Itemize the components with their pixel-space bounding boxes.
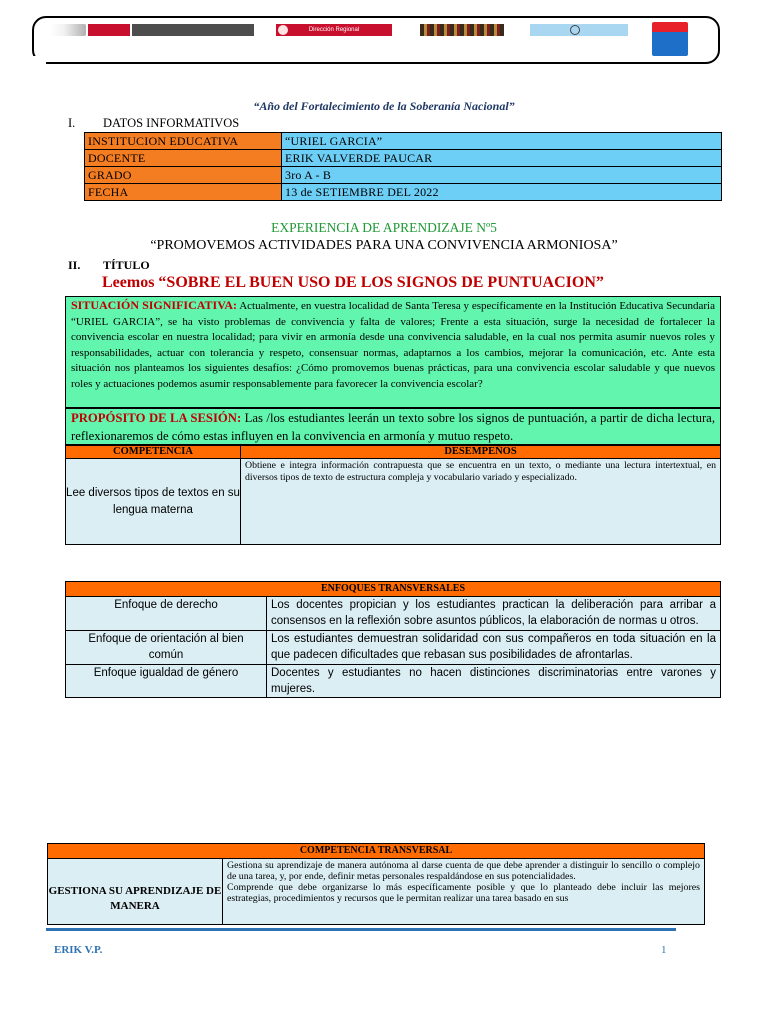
footer-author: ERIK V.P. xyxy=(54,944,103,956)
transversal-paragraph-1: Gestiona su aprendizaje de manera autónoma al darse cuenta de que debe aprender a distinguir lo sencillo o complejo de una tarea, y, por ende, definir metas personales respaldándose en sus potencialidades. xyxy=(227,860,700,882)
header-red-bar xyxy=(88,24,130,36)
header-frame-gap xyxy=(30,56,46,68)
table-row xyxy=(85,133,722,150)
direccion-regional-text: Dirección Regional xyxy=(308,27,360,33)
direccion-regional-logo xyxy=(276,24,392,36)
transversal-desc-clip xyxy=(227,860,700,924)
info-value: ERIK VALVERDE PAUCAR xyxy=(282,150,722,167)
info-key: FECHA xyxy=(85,184,282,201)
approach-name: Enfoque de orientación al bien común xyxy=(66,630,267,664)
purpose-text: Las /los estudiantes leerán un texto sobre los signos de puntuación, a partir de dicha lectura, reflexionaremos de cómo estas influyen en la convivencia en armonía y mutuo respeto. xyxy=(71,411,715,443)
info-key: GRADO xyxy=(85,167,282,184)
table-row xyxy=(66,664,721,698)
transversal-paragraph-2: Comprende que debe organizarse lo más específicamente posible y que lo planteado debe incluir las mejores estrategias, procedimientos y recursos que le permitan realizar una tarea basado en sus xyxy=(227,882,700,904)
clock-emblem-icon xyxy=(570,25,580,35)
transversal-table xyxy=(47,843,705,925)
page-number: 1 xyxy=(661,944,667,956)
section-1-number: I. xyxy=(68,116,76,130)
purpose-label: PROPÓSITO DE LA SESIÓN: xyxy=(71,411,242,425)
situation-box xyxy=(65,296,721,408)
table-header-row xyxy=(66,446,721,459)
competence-name: Lee diversos tipos de textos en su lengua materna xyxy=(66,459,241,545)
table-row xyxy=(66,459,721,545)
header-gray-bar xyxy=(132,24,254,36)
info-key: DOCENTE xyxy=(85,150,282,167)
info-value: “URIEL GARCIA” xyxy=(282,133,722,150)
footer-divider xyxy=(46,928,676,931)
approaches-table xyxy=(65,581,721,698)
performance-header: DESEMPEÑOS xyxy=(241,446,721,459)
info-key: INSTITUCION EDUCATIVA xyxy=(85,133,282,150)
cultural-banner-image xyxy=(420,24,504,36)
competence-table xyxy=(65,445,721,545)
approach-desc: Docentes y estudiantes no hacen distinciones discriminatorias entre varones y mujeres. xyxy=(267,664,721,698)
table-header-row xyxy=(48,844,705,859)
info-value: 13 de SETIEMBRE DEL 2022 xyxy=(282,184,722,201)
performance-text: Obtiene e integra información contrapuesta que se encuentra en un texto, o mediante una lectura intertextual, en diversos tipos de texto de estructura compleja y vocabulario variado y especializado. xyxy=(241,459,721,545)
institution-shield-icon xyxy=(652,22,688,56)
table-row xyxy=(85,150,722,167)
approaches-header: ENFOQUES TRANSVERSALES xyxy=(66,582,721,597)
table-row xyxy=(66,597,721,631)
section-2-number: II. xyxy=(68,258,81,272)
transversal-header: COMPETENCIA TRANSVERSAL xyxy=(48,844,705,859)
table-row xyxy=(48,859,705,925)
section-1-label: DATOS INFORMATIVOS xyxy=(103,116,240,130)
regional-seal-icon xyxy=(278,25,288,35)
info-value: 3ro A - B xyxy=(282,167,722,184)
table-row xyxy=(85,167,722,184)
purpose-box xyxy=(65,408,721,445)
approach-desc: Los estudiantes demuestran solidaridad con sus compañeros en toda situación en la que padecen dificultades que rebasan sus posibilidades de afrontarlas. xyxy=(267,630,721,664)
table-header-row xyxy=(66,582,721,597)
situation-label: SITUACIÓN SIGNIFICATIVA: xyxy=(71,298,237,312)
approach-name: Enfoque igualdad de género xyxy=(66,664,267,698)
section-2-label: TÍTULO xyxy=(103,258,150,272)
competence-header: COMPETENCIA xyxy=(66,446,241,459)
transversal-desc xyxy=(223,859,705,925)
approach-name: Enfoque de derecho xyxy=(66,597,267,631)
situation-text: Actualmente, en vuestra localidad de Santa Teresa y específicamente en la Institución Educativa Secundaria “URIEL GARCIA”, se ha visto problemas de convivencia y falta de valores; Frente a esta situación, surge la necesidad de fortalecer la convivencia escolar en nuestra localidad; para vivir en armonía desde una convivencia saludable, en la cual nos permita asumir nuevos roles y responsabilidades, actuar con tolerancia y respeto, consensuar normas, adaptarnos a los cambios, mejorar la comunicación, etc. Ante esta situación nos planteamos los siguientes desafíos: ¿Cómo promovemos buenas prácticas, para una convivencia escolar saludable y que nuevos roles y actuaciones podemos asumir responsablemente para favorecer la convivencia escolar? xyxy=(71,300,715,390)
school-logo-icon xyxy=(50,24,86,36)
blue-banner-image xyxy=(530,24,628,36)
experience-subtitle: “PROMOVEMOS ACTIVIDADES PARA UNA CONVIVENCIA ARMONIOSA” xyxy=(150,238,618,253)
info-table xyxy=(84,132,722,201)
year-motto: “Año del Fortalecimiento de la Soberanía Nacional” xyxy=(253,99,515,113)
table-row xyxy=(85,184,722,201)
session-title: Leemos “SOBRE EL BUEN USO DE LOS SIGNOS DE PUNTUACION” xyxy=(102,274,604,291)
table-row xyxy=(66,630,721,664)
approach-desc: Los docentes propician y los estudiantes practican la deliberación para arribar a consensos en la reflexión sobre asuntos públicos, la elaboración de normas u otros. xyxy=(267,597,721,631)
transversal-name: GESTIONA SU APRENDIZAJE DE MANERA xyxy=(48,859,223,925)
experience-title: EXPERIENCIA DE APRENDIZAJE Nº5 xyxy=(271,220,497,235)
